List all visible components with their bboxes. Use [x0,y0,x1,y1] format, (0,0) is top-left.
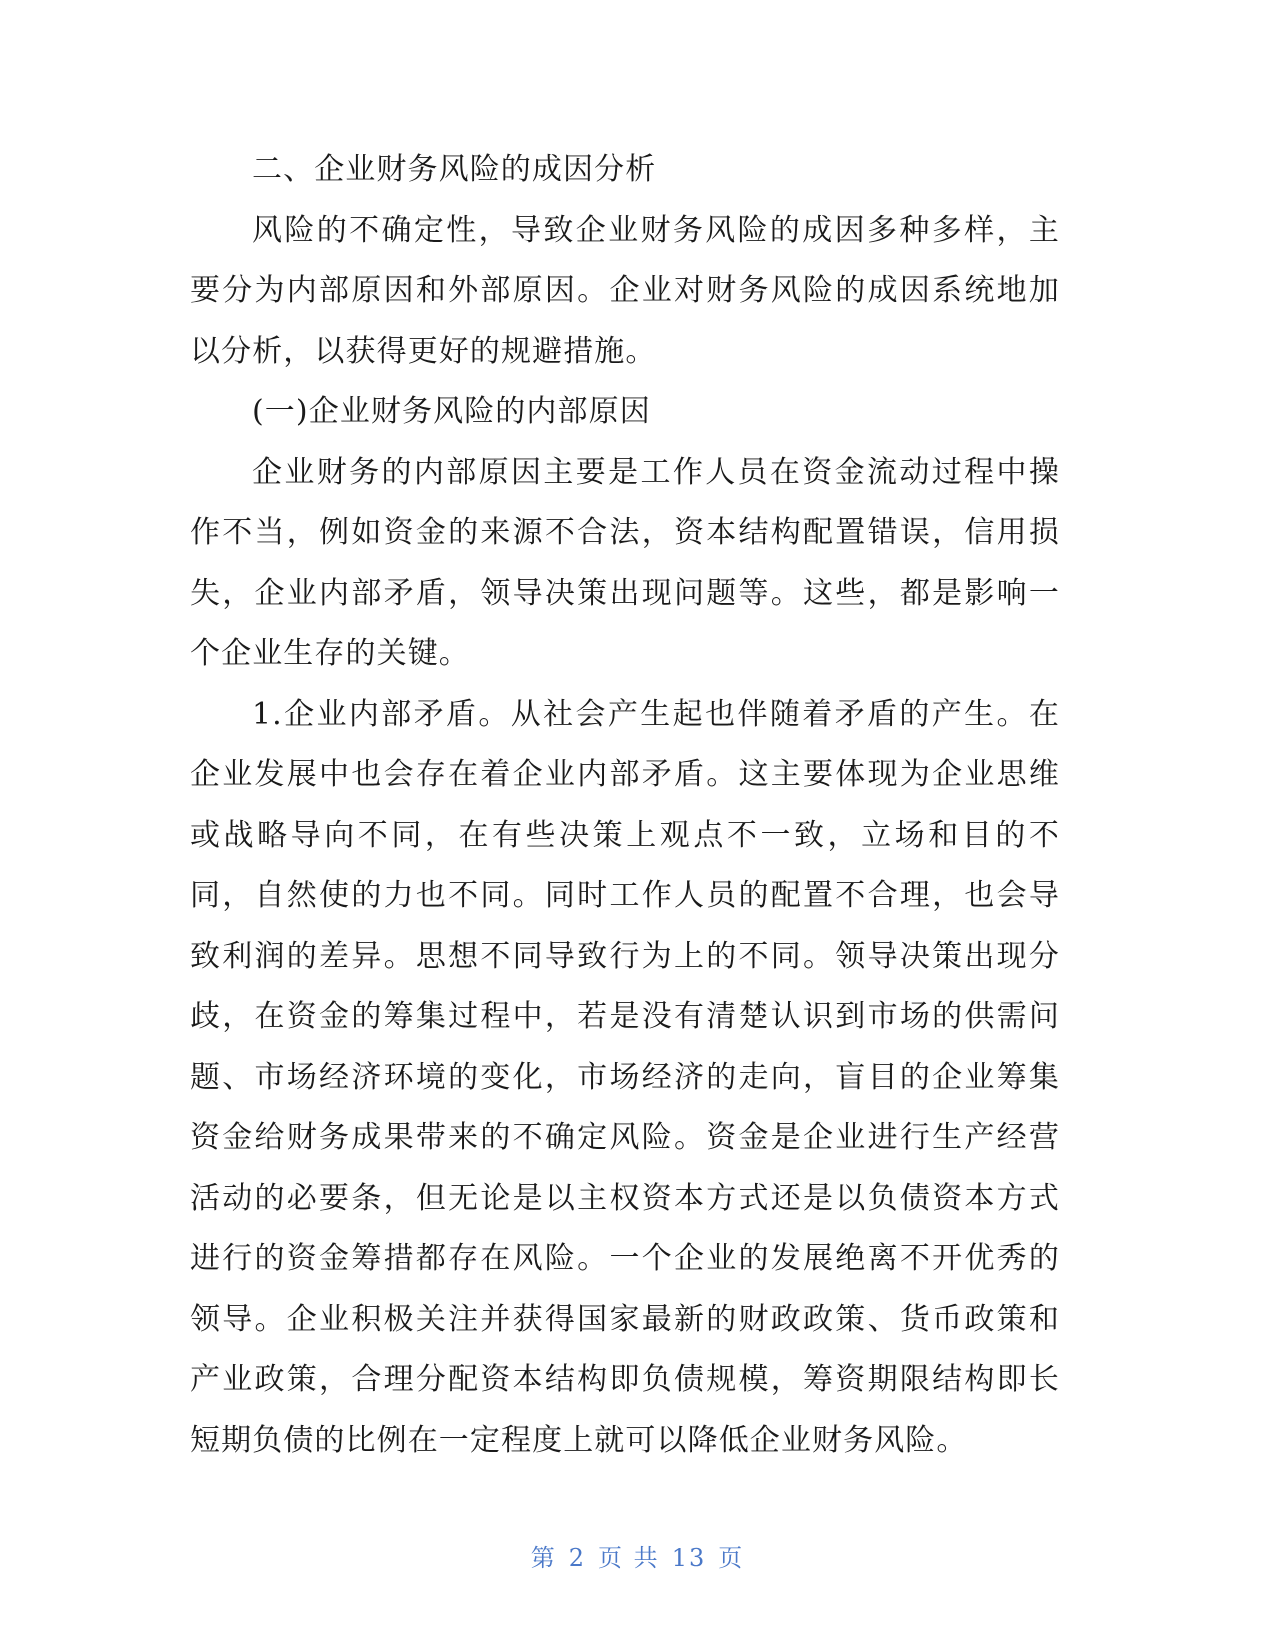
current-page-number: 2 [568,1544,587,1572]
page-footer [0,1538,1275,1573]
internal-causes-paragraph: 企业财务的内部原因主要是工作人员在资金流动过程中操作不当，例如资金的来源不合法，资本结构配置错误，信用损失，企业内部矛盾，领导决策出现问题等。这些，都是影响一个企业生存的关键。 [190,454,1060,671]
total-pages-number: 13 [671,1544,707,1572]
document-body [190,140,1060,1471]
intro-paragraph: 风险的不确定性，导致企业财务风险的成因多种多样，主要分为内部原因和外部原因。企业对财务风险的成因系统地加以分析，以获得更好的规避措施。 [190,212,1060,369]
footer-suffix: 页 [718,1544,745,1572]
footer-middle: 页 共 [598,1544,660,1572]
point-1-paragraph: 1.企业内部矛盾。从社会产生起也伴随着矛盾的产生。在企业发展中也会存在着企业内部矛盾。这主要体现为企业思维或战略导向不同，在有些决策上观点不一致，立场和目的不同，自然使的力也不同。同时工作人员的配置不合理，也会导致利润的差异。思想不同导致行为上的不同。领导决策出现分歧，在资金的筹集过程中，若是没有清楚认识到市场的供需问题、市场经济环境的变化，市场经济的走向，盲目的企业筹集资金给财务成果带来的不确定风险。资金是企业进行生产经营活动的必要条，但无论是以主权资本方式还是以负债资本方式进行的资金筹措都存在风险。一个企业的发展绝离不开优秀的领导。企业积极关注并获得国家最新的财政政策、货币政策和产业政策，合理分配资本结构即负债规模，筹资期限结构即长短期负债的比例在一定程度上就可以降低企业财务风险。 [190,696,1060,1458]
footer-prefix: 第 [530,1544,557,1572]
section-heading: 二、企业财务风险的成因分析 [252,152,657,187]
subsection-heading: (一)企业财务风险的内部原因 [252,394,651,429]
